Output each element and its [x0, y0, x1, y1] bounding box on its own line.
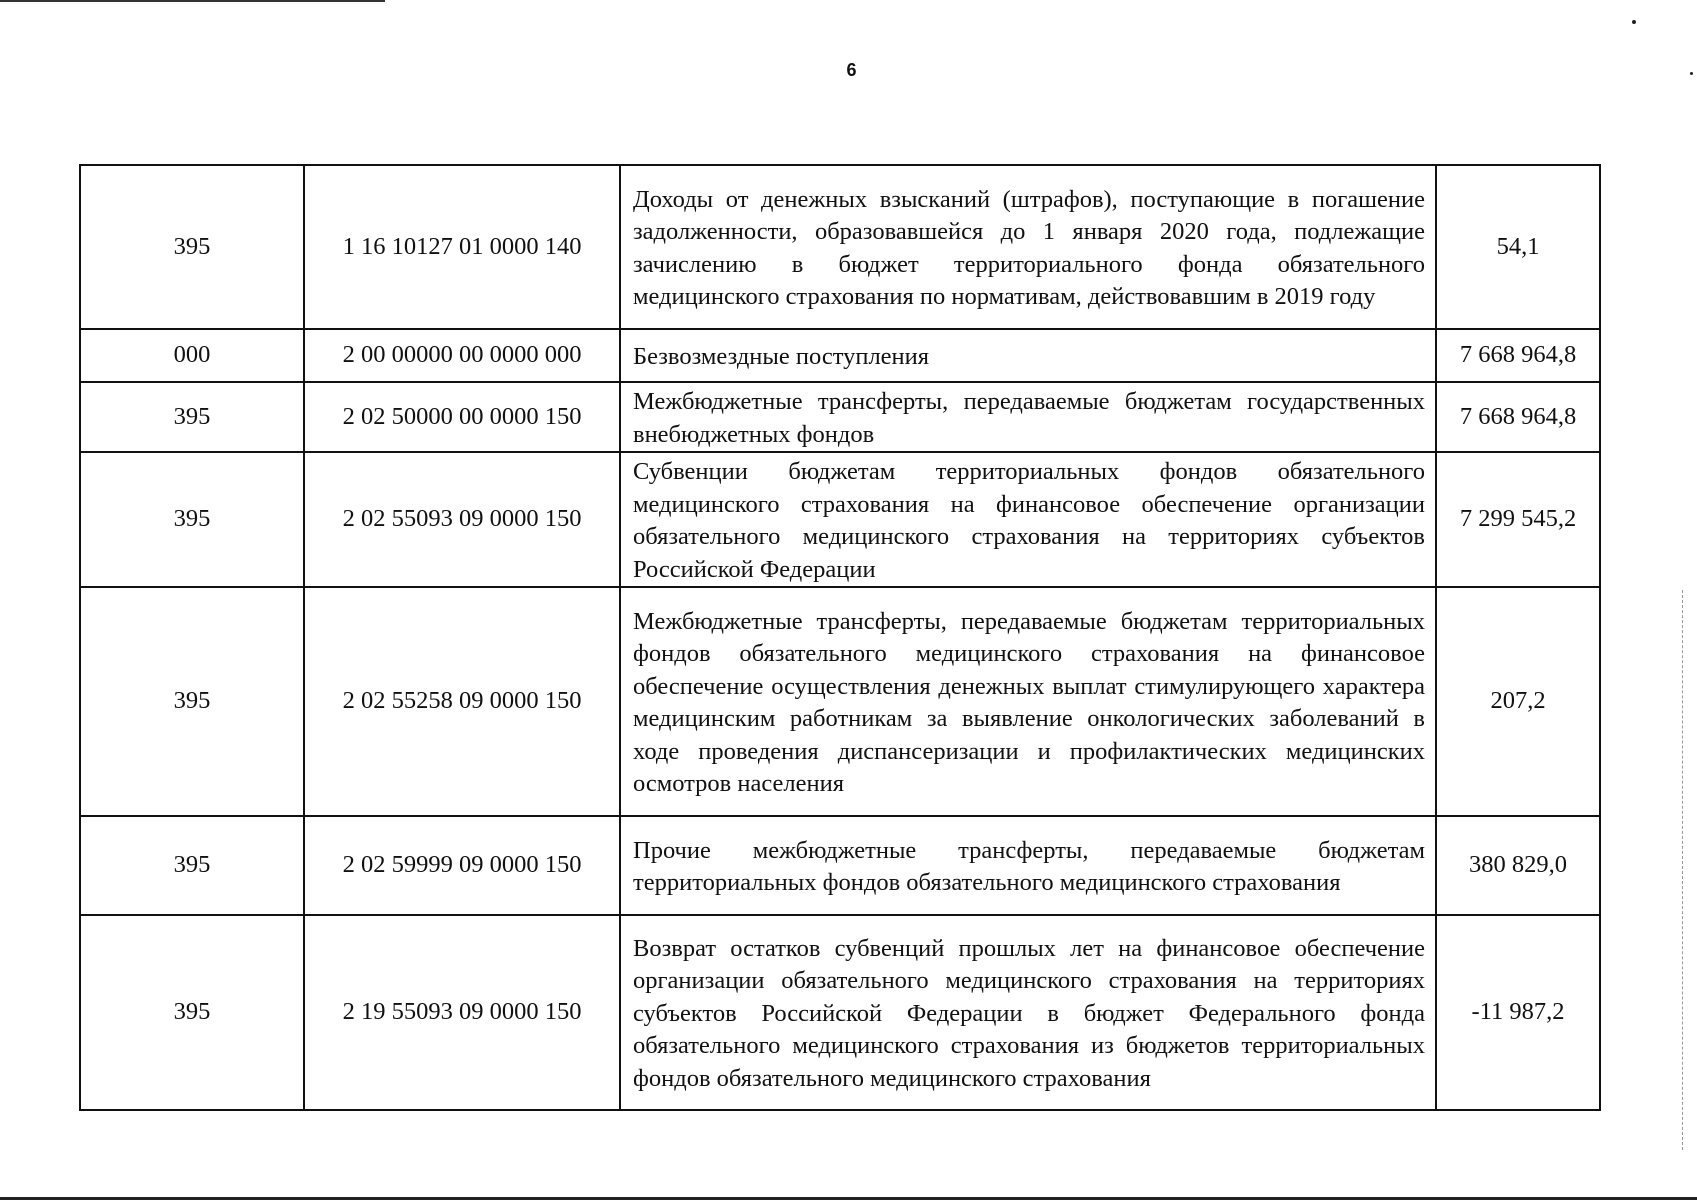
- amount-cell: 7 299 545,2: [1436, 452, 1600, 587]
- scan-edge-marks: [1682, 590, 1683, 1150]
- revenue-name-cell: Межбюджетные трансферты, передаваемые бюджетам государственных внебюджетных фондов: [620, 382, 1436, 452]
- table-row: [80, 816, 1600, 915]
- admin-code-cell: 395: [80, 165, 304, 329]
- table-row: [80, 165, 1600, 329]
- admin-code-cell: 000: [80, 329, 304, 382]
- revenue-name-cell: Безвозмездные поступления: [620, 329, 1436, 382]
- budget-code-cell: 2 19 55093 09 0000 150: [304, 915, 620, 1110]
- budget-code-cell: 2 02 55093 09 0000 150: [304, 452, 620, 587]
- table-row: [80, 587, 1600, 816]
- budget-code-cell: 2 02 50000 00 0000 150: [304, 382, 620, 452]
- revenue-name-cell: Субвенции бюджетам территориальных фондов обязательного медицинского страхования на финансовое обеспечение организации обязательного медицинского страхования на территориях субъектов Российской Федерации: [620, 452, 1436, 587]
- revenue-name-cell: Доходы от денежных взысканий (штрафов), поступающие в погашение задолженности, образовавшейся до 1 января 2020 года, подлежащие зачислению в бюджет территориального фонда обязательного медицинского страхования по нормативам, действовавшим в 2019 году: [620, 165, 1436, 329]
- scan-speck-1: [1632, 20, 1636, 24]
- amount-cell: 54,1: [1436, 165, 1600, 329]
- admin-code-cell: 395: [80, 915, 304, 1110]
- revenue-name-cell: Возврат остатков субвенций прошлых лет на финансовое обеспечение организации обязательного медицинского страхования на территориях субъектов Российской Федерации в бюджет Федерального фонда обязательного медицинского страхования из бюджетов территориальных фондов обязательного медицинского страхования: [620, 915, 1436, 1110]
- revenue-name-cell: Прочие межбюджетные трансферты, передаваемые бюджетам территориальных фондов обязательного медицинского страхования: [620, 816, 1436, 915]
- amount-cell: -11 987,2: [1436, 915, 1600, 1110]
- table-row: [80, 452, 1600, 587]
- table-row: [80, 915, 1600, 1110]
- amount-cell: 380 829,0: [1436, 816, 1600, 915]
- admin-code-cell: 395: [80, 452, 304, 587]
- page-number: 6: [846, 60, 857, 80]
- revenue-name-cell: Межбюджетные трансферты, передаваемые бюджетам территориальных фондов обязательного медицинского страхования на финансовое обеспечение осуществления денежных выплат стимулирующего характера медицинским работникам за выявление онкологических заболеваний в ходе проведения диспансеризации и профилактических медицинских осмотров населения: [620, 587, 1436, 816]
- admin-code-cell: 395: [80, 816, 304, 915]
- amount-cell: 7 668 964,8: [1436, 382, 1600, 452]
- scan-top-rule: [0, 0, 385, 2]
- admin-code-cell: 395: [80, 382, 304, 452]
- admin-code-cell: 395: [80, 587, 304, 816]
- budget-code-cell: 2 02 55258 09 0000 150: [304, 587, 620, 816]
- table-row: [80, 329, 1600, 382]
- revenue-table: [79, 164, 1601, 1111]
- budget-code-cell: 2 02 59999 09 0000 150: [304, 816, 620, 915]
- amount-cell: 207,2: [1436, 587, 1600, 816]
- budget-code-cell: 2 00 00000 00 0000 000: [304, 329, 620, 382]
- table-row: [80, 382, 1600, 452]
- amount-cell: 7 668 964,8: [1436, 329, 1600, 382]
- budget-code-cell: 1 16 10127 01 0000 140: [304, 165, 620, 329]
